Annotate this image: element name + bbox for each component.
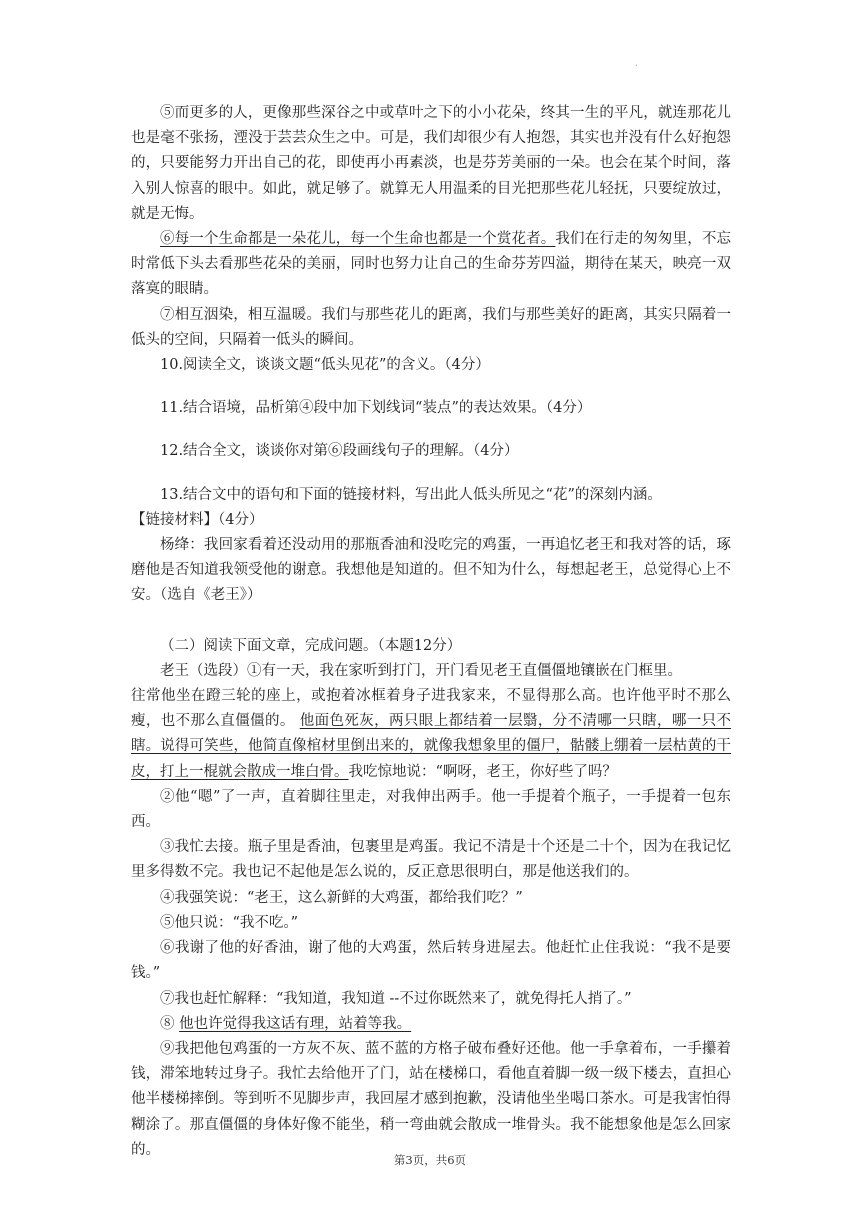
section-2-paragraph-8 <box>131 1012 731 1037</box>
section-2-paragraph-1 <box>131 684 731 785</box>
section-2-paragraph-9: ⑨我把他包鸡蛋的一方灰不灰、蓝不蓝的方格子破布叠好还他。他一手拿着布，一手攥着钱，滞笨地转过身子。我忙去给他开了门，站在楼梯口，看他直着脚一级一级下楼去，直担心他半楼梯摔倒。等到听不见脚步声，我回屋才感到抱歉，没请他坐坐喝口茶水。可是我害怕得糊涂了。那直僵僵的身体好像不能坐，稍一弯曲就会散成一堆骨头。我不能想象他是怎么回家的。 <box>131 1040 731 1158</box>
paragraph-1-start: 往常他坐在蹬三轮的座上，或抱着冰框着身子进我家来，不显得那么高。也许他平时不那么瘦，也不那么直僵僵的。 <box>131 688 731 730</box>
question-13: 13.结合文中的语句和下面的链接材料，写出此人低头所见之“花”的深刻内涵。 <box>160 486 662 503</box>
underlined-sentence-8: 他也许觉得我这话有理，站着等我。 <box>179 1015 412 1032</box>
paragraph-6-rest: 我们在行走的匆匆里，不忘时常低下头去看那些花朵的美丽，同时也努力让自己的生命芬芳四溢，期待在某天，映亮一双落寞的眼睛。 <box>131 231 731 298</box>
section-2-paragraph-7: ⑦我也赶忙解释：“我知道，我知道 --不过你既然来了，就免得托人捎了。” <box>160 990 632 1007</box>
paragraph-5: ⑤而更多的人，更像那些深谷之中或草叶之下的小小花朵，终其一生的平凡，就连那花儿也是毫不张扬，湮没于芸芸众生之中。可是，我们却很少有人抱怨，其实也并没有什么好抱怨的，只要能努力开出自己的花，即使再小再素淡，也是芬芳美丽的一朵。也会在某个时间，落入别人惊喜的眼中。如此，就足够了。就算无人用温柔的目光把那些花儿轻抚，只要绽放过，就是无悔。 <box>131 105 731 222</box>
header-mark: . <box>634 58 638 69</box>
question-11: 11.结合语境，品析第④段中加下划线词“装点”的表达效果。（4分） <box>160 400 592 417</box>
underlined-sentence: ⑥每一个生命都是一朵花儿，每一个生命也都是一个赏花者。 <box>160 231 556 248</box>
section-2-paragraph-5: ⑤他只说：“我不吃。” <box>160 914 299 931</box>
section-2-paragraph-4: ④我强笑说：“老王，这么新鲜的大鸡蛋，都给我们吃？” <box>160 889 523 906</box>
underlined-passage: 他面色死灰，两只眼上都结着一层翳，分不清哪一只瞎，哪一只不瞎。说得可笑些，他简直像棺材里倒出来的，就像我想象里的僵尸，骷髅上绷着一层枯黄的干皮，打上一棍就会散成一堆白骨。 <box>131 713 732 780</box>
paragraph-7: ⑦相互洇染，相互温暖。我们与那些花儿的距离，我们与那些美好的距离，其实只隔着一低头的空间，只隔着一低头的瞬间。 <box>131 306 731 348</box>
section-2-heading: （二）阅读下面文章，完成问题。（本题12分） <box>160 637 462 654</box>
page-number: 第3页，共6页 <box>393 1153 467 1167</box>
section-2-paragraph-2: ②他“嗯”了一声，直着脚往里走，对我伸出两手。他一手提着个瓶子，一手提着一包东西。 <box>131 788 731 831</box>
link-material-text: 杨绛：我回家看着还没动用的那瓶香油和没吃完的鸡蛋，一再追忆老王和我对答的话，琢磨他是否知道我领受他的谢意。我想他是知道的。但不知为什么，每想起老王，总觉得心上不安。（选自《老王》） <box>131 537 731 604</box>
section-2-paragraph-6: ⑥我谢了他的好香油，谢了他的大鸡蛋，然后转身进屋去。他赶忙止住我说：“我不是要钱。” <box>131 940 731 982</box>
paragraph-6 <box>131 227 731 303</box>
page-content <box>131 101 731 1163</box>
paragraph-1-end: 我吃惊地说：“啊呀，老王，你好些了吗？ <box>348 763 617 780</box>
link-material-label: 【链接材料】（4分） <box>131 511 264 528</box>
section-2-intro: 老王（选段）①有一天，我在家听到打门，开门看见老王直僵僵地镶嵌在门框里。 <box>160 662 682 679</box>
paragraph-8-number: ⑧ <box>160 1015 180 1032</box>
question-12: 12.结合全文，谈谈你对第⑥段画线句子的理解。（4分） <box>160 443 519 460</box>
question-10: 10.阅读全文，谈谈文题“低头见花”的含义。（4分） <box>160 357 490 374</box>
section-2-paragraph-3: ③我忙去接。瓶子里是香油，包裹里是鸡蛋。我记不清是十个还是二十个，因为在我记忆里多得数不完。我也记不起他是怎么说的，反正意思很明白，那是他送我们的。 <box>131 839 731 881</box>
